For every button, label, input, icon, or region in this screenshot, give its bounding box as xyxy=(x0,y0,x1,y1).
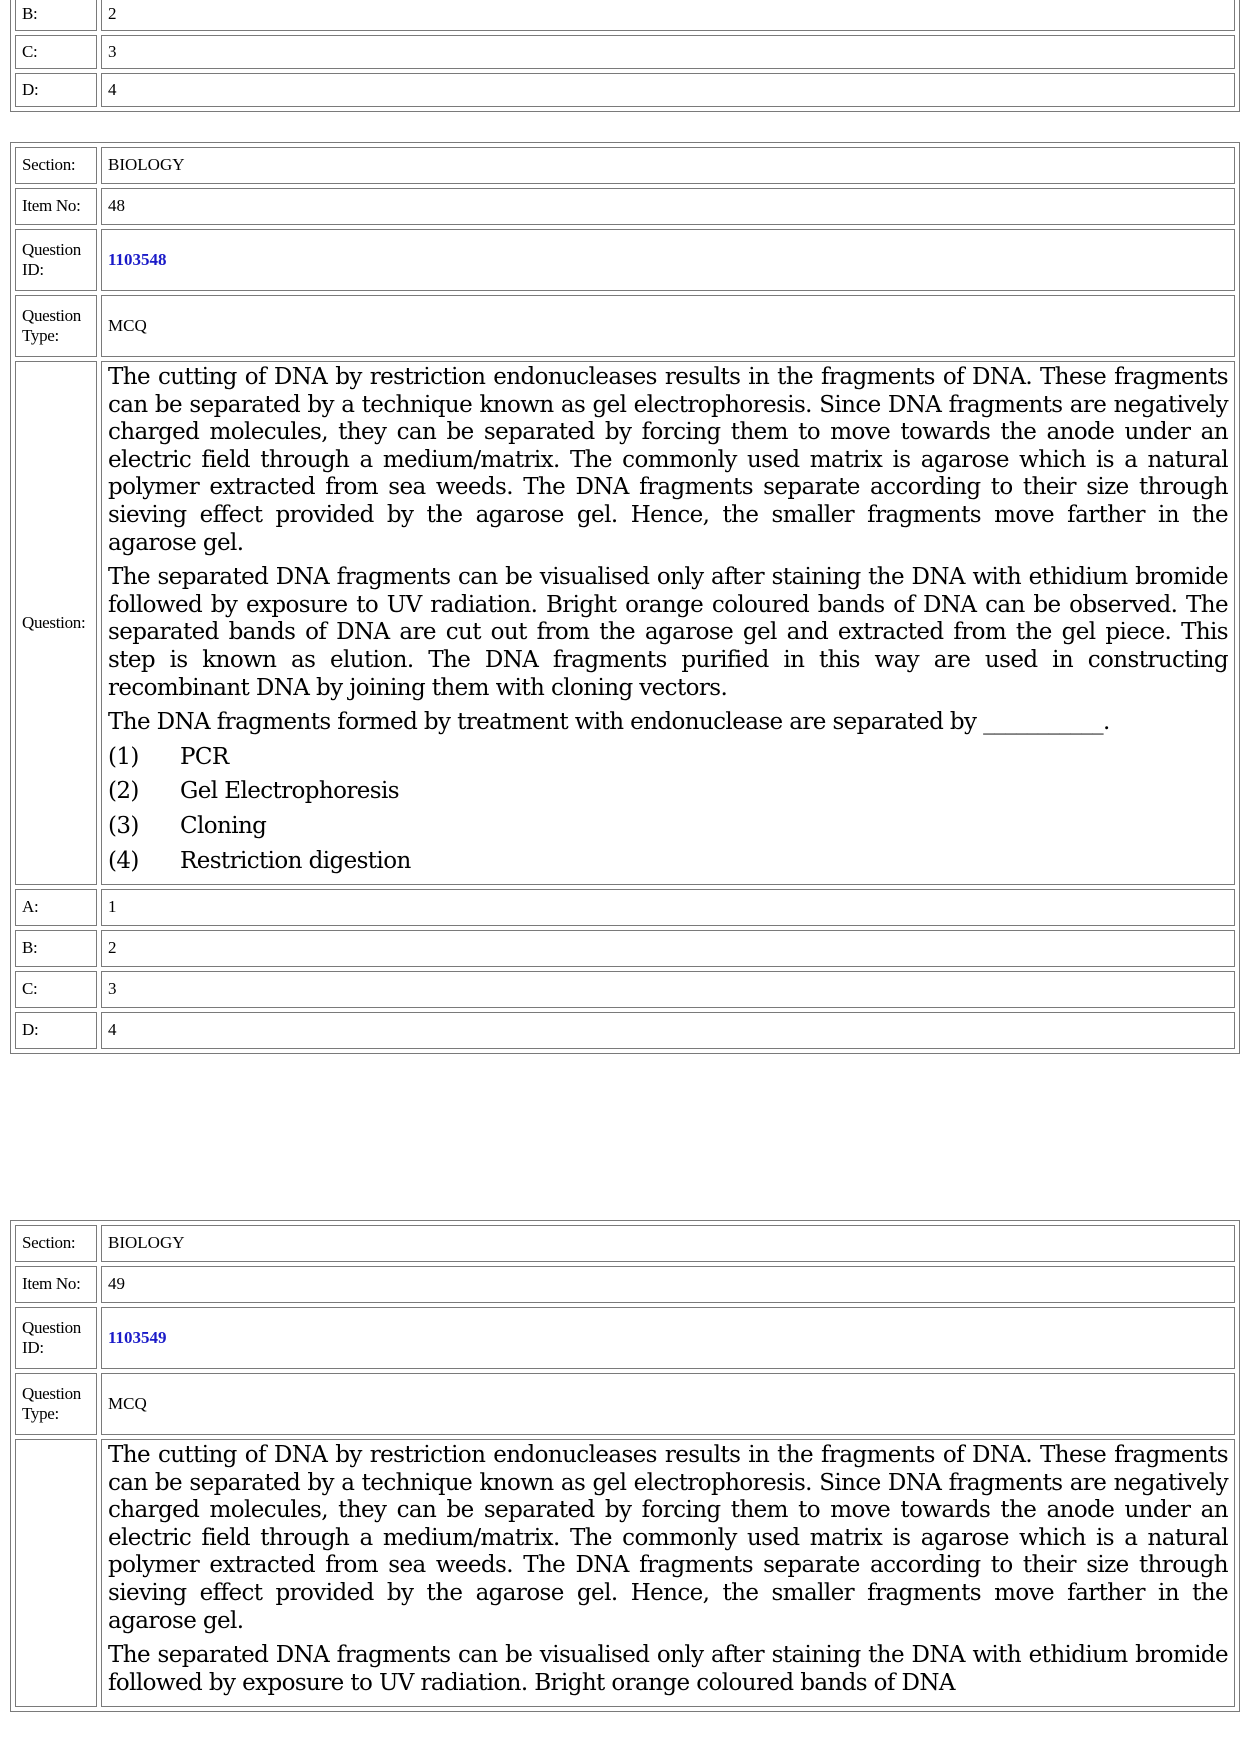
section-value: BIOLOGY xyxy=(101,1225,1235,1262)
item-row xyxy=(15,188,1235,225)
answer-value: 3 xyxy=(101,35,1235,69)
answer-value: 1 xyxy=(101,889,1235,926)
question-type-label: Question Type: xyxy=(15,1373,97,1435)
answer-row-c xyxy=(15,971,1235,1008)
question-id-label: Question ID: xyxy=(15,1307,97,1369)
answer-label: D: xyxy=(15,73,97,107)
question-label xyxy=(15,1439,97,1707)
section-row xyxy=(15,147,1235,184)
answer-label: B: xyxy=(15,930,97,967)
option-number: (1) xyxy=(108,743,139,770)
answer-label: C: xyxy=(15,35,97,69)
question-label: Question: xyxy=(15,361,97,885)
answer-label: B: xyxy=(15,0,97,31)
option-text: Gel Electrophoresis xyxy=(180,778,399,805)
question-stem: The DNA fragments formed by treatment with endonuclease are separated by ___________. xyxy=(108,709,1110,736)
item-label: Item No: xyxy=(15,188,97,225)
answer-value: 2 xyxy=(101,0,1235,31)
question-id-cell xyxy=(101,1307,1235,1369)
question-type-value: MCQ xyxy=(101,1373,1235,1435)
question-id-cell xyxy=(101,229,1235,291)
question-type-row xyxy=(15,1373,1235,1435)
option-text: PCR xyxy=(180,743,229,770)
answer-row-b xyxy=(15,0,1235,31)
answer-value: 2 xyxy=(101,930,1235,967)
question-type-row xyxy=(15,295,1235,357)
question-paragraph-1: The cutting of DNA by restriction endonucleases results in the fragments of DNA. These fragments can be separated by a technique known as gel electrophoresis. Since DNA fragments are negatively charged molecules, they can be separated by forcing them to move towards the anode under an electric field through a medium/matrix. The commonly used matrix is agarose which is a natural polymer extracted from sea weeds. The DNA fragments separate according to their size through sieving effect provided by the agarose gel. Hence, the smaller fragments move farther in the agarose gel. xyxy=(108,364,1228,556)
option-number: (4) xyxy=(108,847,139,874)
section-row xyxy=(15,1225,1235,1262)
question-id-value: 1103549 xyxy=(108,1327,167,1347)
answer-value: 3 xyxy=(101,971,1235,1008)
answer-label: C: xyxy=(15,971,97,1008)
option-1 xyxy=(108,744,1228,772)
option-3 xyxy=(108,813,1228,841)
question-id-row xyxy=(15,1307,1235,1369)
option-4 xyxy=(108,848,1228,876)
item-row xyxy=(15,1266,1235,1303)
answer-row-d xyxy=(15,73,1235,107)
question-row xyxy=(15,361,1235,885)
item-value: 48 xyxy=(101,188,1235,225)
question-id-label: Question ID: xyxy=(15,229,97,291)
previous-question-answers-table xyxy=(10,0,1240,112)
section-label: Section: xyxy=(15,1225,97,1262)
question-48-table xyxy=(10,142,1240,1054)
answer-row-b xyxy=(15,930,1235,967)
option-text: Restriction digestion xyxy=(180,847,411,874)
option-number: (3) xyxy=(108,812,139,839)
answer-value: 4 xyxy=(101,73,1235,107)
section-value: BIOLOGY xyxy=(101,147,1235,184)
answer-value: 4 xyxy=(101,1012,1235,1049)
answer-row-c xyxy=(15,35,1235,69)
item-label: Item No: xyxy=(15,1266,97,1303)
option-text: Cloning xyxy=(180,812,267,839)
question-body xyxy=(101,1439,1235,1707)
question-paragraph-1: The cutting of DNA by restriction endonucleases results in the fragments of DNA. These fragments can be separated by a technique known as gel electrophoresis. Since DNA fragments are negatively charged molecules, they can be separated by forcing them to move towards the anode under an electric field through a medium/matrix. The commonly used matrix is agarose which is a natural polymer extracted from sea weeds. The DNA fragments separate according to their size through sieving effect provided by the agarose gel. Hence, the smaller fragments move farther in the agarose gel. xyxy=(108,1442,1228,1634)
option-2 xyxy=(108,778,1228,806)
answer-label: A: xyxy=(15,889,97,926)
section-label: Section: xyxy=(15,147,97,184)
question-paragraph-2: The separated DNA fragments can be visualised only after staining the DNA with ethidium bromide followed by exposure to UV radiation. Bright orange coloured bands of DNA xyxy=(108,1642,1228,1696)
question-id-row xyxy=(15,229,1235,291)
question-type-value: MCQ xyxy=(101,295,1235,357)
question-row xyxy=(15,1439,1235,1707)
answer-row-a xyxy=(15,889,1235,926)
question-49-table xyxy=(10,1220,1240,1712)
answer-label: D: xyxy=(15,1012,97,1049)
question-id-value: 1103548 xyxy=(108,249,167,269)
answer-row-d xyxy=(15,1012,1235,1049)
question-body xyxy=(101,361,1235,885)
option-number: (2) xyxy=(108,778,139,805)
question-paragraph-2: The separated DNA fragments can be visualised only after staining the DNA with ethidium bromide followed by exposure to UV radiation. Bright orange coloured bands of DNA can be observed. The separated bands of DNA are cut out from the agarose gel and extracted from the gel piece. This step is known as elution. The DNA fragments purified in this way are used in constructing recombinant DNA by joining them with cloning vectors. xyxy=(108,564,1228,701)
question-type-label: Question Type: xyxy=(15,295,97,357)
item-value: 49 xyxy=(101,1266,1235,1303)
